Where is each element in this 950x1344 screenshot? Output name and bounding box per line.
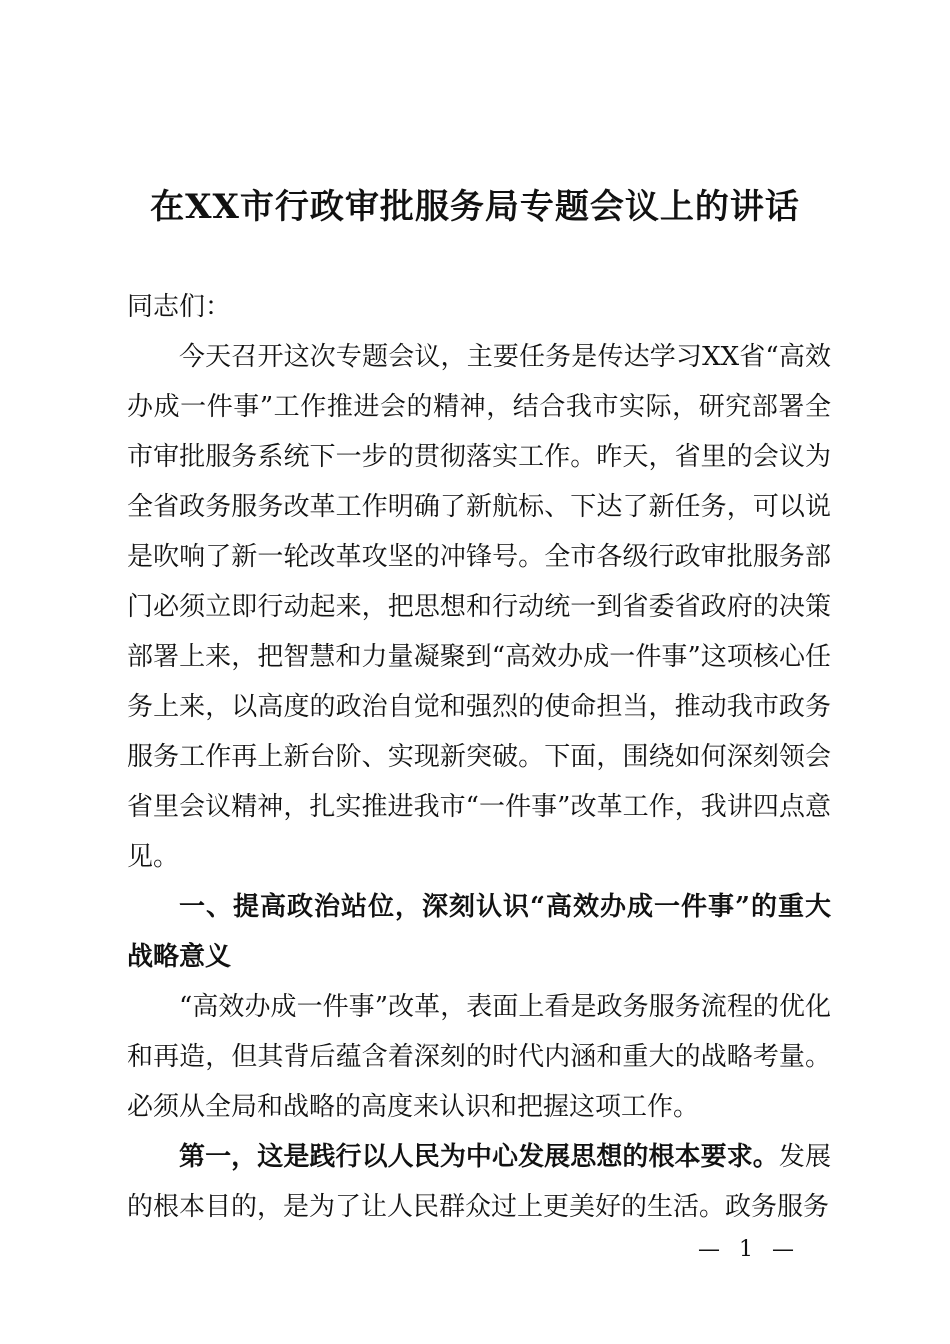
section-heading: 一、提高政治站位，深刻认识“高效办成一件事”的重大战略意义 [127,892,831,972]
document-body [127,282,831,1232]
section-paragraph: “高效办成一件事”改革，表面上看是政务服务流程的优化和再造，但其背后蕴含着深刻的时代内涵和重大的战略考量。必须从全局和战略的高度来认识和把握这项工作。 [127,992,831,1122]
point-one-paragraph [127,1132,831,1232]
point-one-lead: 第一，这是践行以人民为中心发展思想的根本要求。 [179,1142,779,1172]
intro-paragraph: 今天召开这次专题会议，主要任务是传达学习XX省“高效办成一件事”工作推进会的精神，结合我市实际，研究部署全市审批服务系统下一步的贯彻落实工作。昨天，省里的会议为全省政务服务改革工作明确了新航标、下达了新任务，可以说是吹响了新一轮改革攻坚的冲锋号。全市各级行政审批服务部门必须立即行动起来，把思想和行动统一到省委省政府的决策部署上来，把智慧和力量凝聚到“高效办成一件事”这项核心任务上来，以高度的政治自觉和强烈的使命担当，推动我市政务服务工作再上新台阶、实现新突破。下面，围绕如何深刻领会省里会议精神，扎实推进我市“一件事”改革工作，我讲四点意见。 [127,342,831,872]
document-title: 在XX市行政审批服务局专题会议上的讲话 [150,187,800,227]
page-number: — 1 — [698,1237,800,1262]
salutation: 同志们： [127,292,232,322]
point-one-text: 发展的根本目的，是为了让人民群众过上更美好的生活。政务服务 [127,1142,831,1222]
